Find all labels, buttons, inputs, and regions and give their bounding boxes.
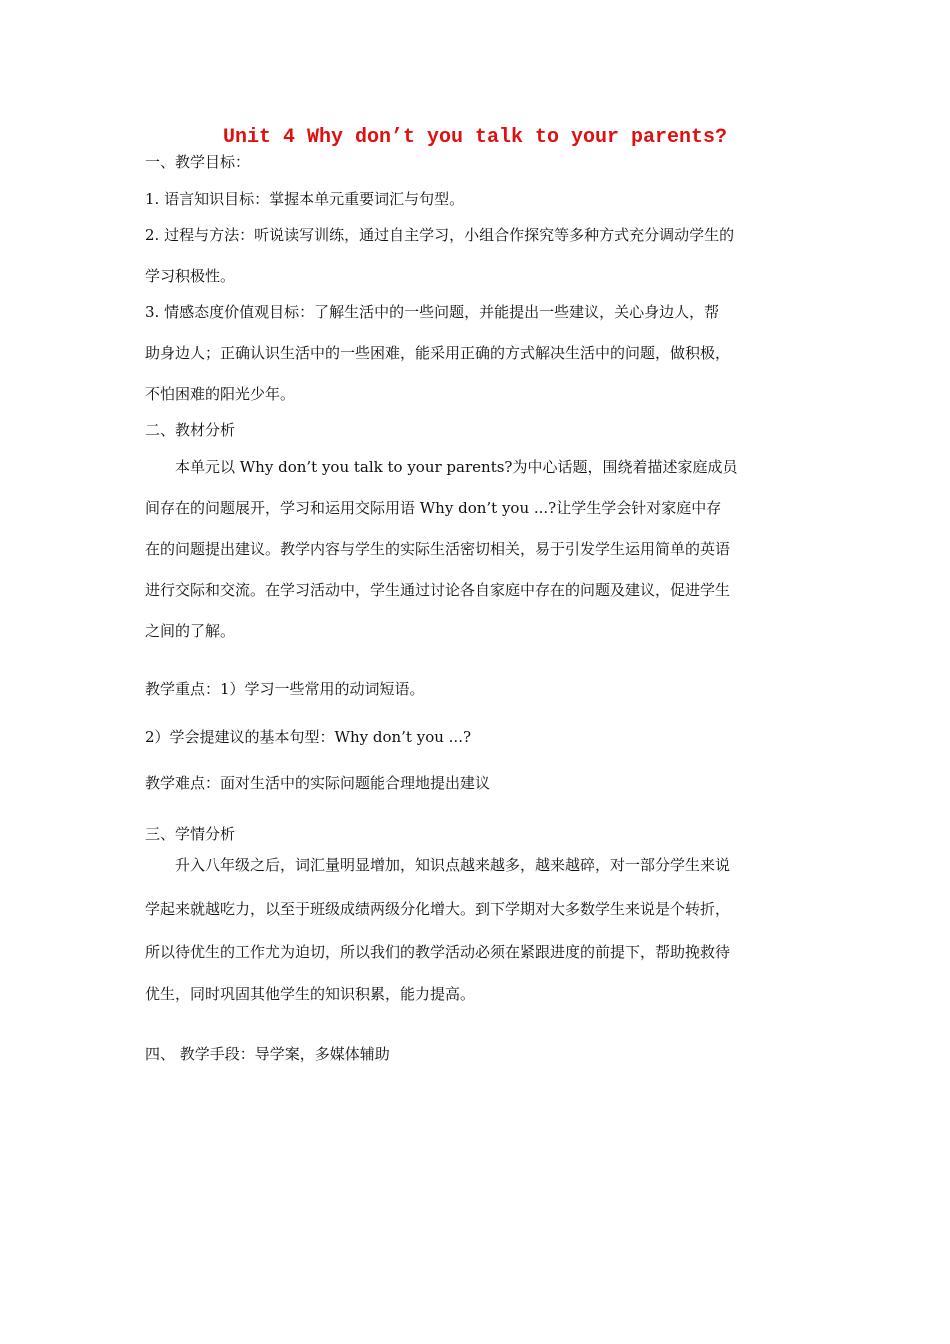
student-analysis-line2: 学起来就越吃力，以至于班级成绩两级分化增大。到下学期对大多数学生来说是个转折， <box>145 900 731 918</box>
objective-2-line1: 2. 过程与方法：听说读写训练，通过自主学习，小组合作探究等多种方式充分调动学生的 <box>145 226 735 244</box>
key-point-1: 教学重点：1）学习一些常用的动词短语。 <box>145 680 425 698</box>
objective-3-line2: 助身边人；正确认识生活中的一些困难，能采用正确的方式解决生活中的问题，做积极， <box>145 344 731 362</box>
objective-3-line3: 不怕困难的阳光少年。 <box>145 385 296 403</box>
section2-heading: 二、教材分析 <box>145 421 236 439</box>
analysis-line4: 进行交际和交流。在学习活动中，学生通过讨论各自家庭中存在的问题及建议，促进学生 <box>145 581 731 599</box>
student-analysis-line1: 升入八年级之后，词汇量明显增加，知识点越来越多，越来越碎，对一部分学生来说 <box>175 856 731 874</box>
key-point-2: 2）学会提建议的基本句型：Why don’t you ...? <box>145 728 472 746</box>
analysis-line1: 本单元以 Why don’t you talk to your parents?为中心话题，围绕着描述家庭成员 <box>175 458 738 476</box>
section1-heading: 一、教学目标： <box>145 153 251 171</box>
analysis-line3: 在的问题提出建议。教学内容与学生的实际生活密切相关，易于引发学生运用简单的英语 <box>145 540 731 558</box>
section3-heading: 三、学情分析 <box>145 825 236 843</box>
objective-2-line2: 学习积极性。 <box>145 267 236 285</box>
objective-3-line1: 3. 情感态度价值观目标：了解生活中的一些问题，并能提出一些建议，关心身边人，帮 <box>145 303 720 321</box>
analysis-line2: 间存在的问题展开，学习和运用交际用语 Why don’t you ...?让学生学会针对家庭中存 <box>145 499 722 517</box>
student-analysis-line4: 优生，同时巩固其他学生的知识积累，能力提高。 <box>145 985 476 1003</box>
student-analysis-line3: 所以待优生的工作尤为迫切，所以我们的教学活动必须在紧跟进度的前提下，帮助挽救待 <box>145 943 731 961</box>
section4-heading: 四、 教学手段：导学案，多媒体辅助 <box>145 1045 390 1063</box>
document-title: Unit 4 Why don’t you talk to your parents? <box>222 126 728 149</box>
analysis-line5: 之间的了解。 <box>145 622 236 640</box>
objective-1: 1. 语言知识目标：掌握本单元重要词汇与句型。 <box>145 190 465 208</box>
difficulty-point: 教学难点：面对生活中的实际问题能合理地提出建议 <box>145 774 491 792</box>
